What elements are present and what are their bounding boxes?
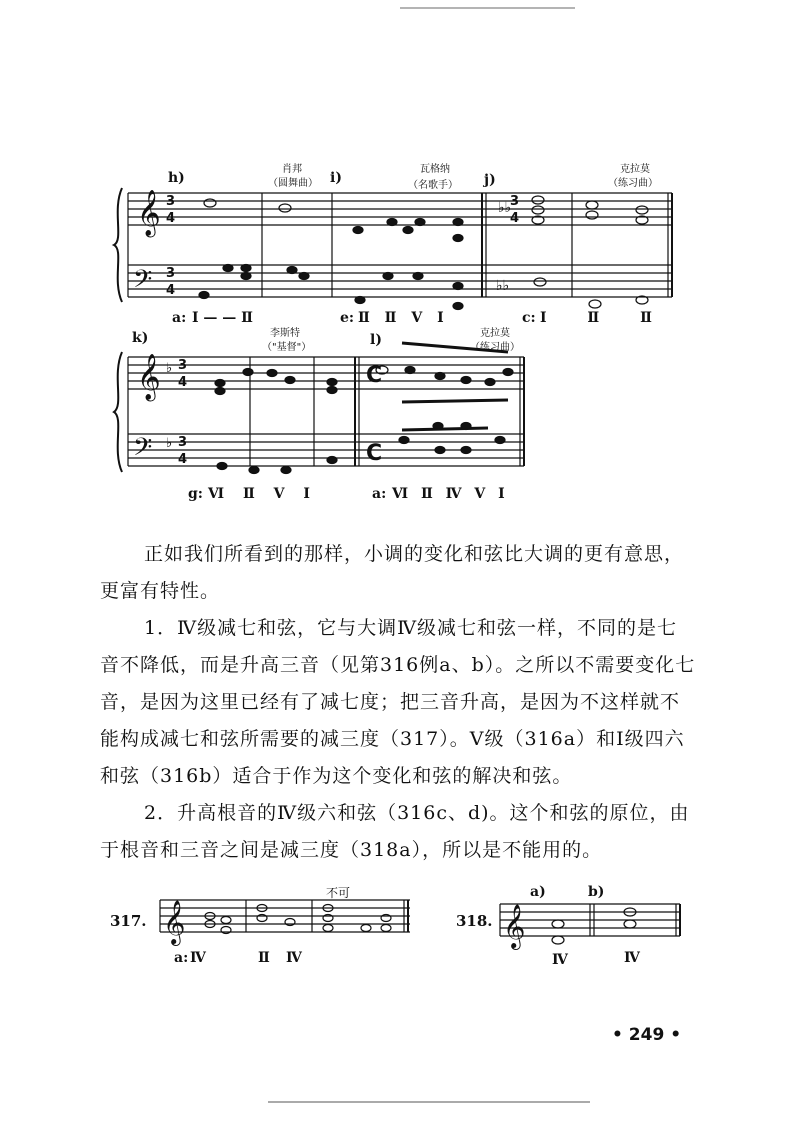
analysis-key: a: bbox=[372, 486, 387, 502]
example-mark-l: l) bbox=[370, 332, 382, 348]
analysis-key: c: bbox=[522, 310, 536, 326]
composer-name: 李斯特 bbox=[270, 328, 300, 339]
composer-work: （名歌手） bbox=[408, 180, 458, 191]
composer-name: 瓦格纳 bbox=[420, 164, 450, 175]
analysis-numerals: Ⅵ Ⅱ Ⅴ Ⅰ bbox=[208, 486, 310, 502]
analysis-numeral: Ⅳ bbox=[190, 950, 206, 966]
svg-text:𝄞: 𝄞 bbox=[163, 900, 186, 944]
svg-text:3: 3 bbox=[178, 435, 188, 450]
analysis-numerals: Ⅰ Ⅱ Ⅱ bbox=[540, 310, 652, 326]
composer-name: 克拉莫 bbox=[620, 164, 650, 175]
example-mark-b: b) bbox=[588, 884, 605, 900]
example-mark-j: j) bbox=[484, 172, 496, 188]
page-number: • 249 • bbox=[612, 1025, 682, 1045]
analysis-numerals: Ⅵ Ⅱ Ⅳ Ⅴ Ⅰ bbox=[392, 486, 505, 502]
example-mark-i: i) bbox=[330, 170, 342, 186]
analysis-numerals: Ⅰ — — Ⅱ bbox=[192, 310, 253, 326]
svg-text:♭♭: ♭♭ bbox=[496, 278, 510, 294]
ex317-staff bbox=[160, 900, 410, 932]
analysis-numerals: Ⅱ Ⅱ Ⅴ Ⅰ bbox=[358, 310, 444, 326]
example-mark-k: k) bbox=[132, 330, 149, 346]
analysis-numeral: Ⅳ bbox=[552, 952, 568, 968]
svg-text:4: 4 bbox=[178, 452, 188, 467]
composer-work: （练习曲） bbox=[608, 178, 658, 189]
analysis-key: e: bbox=[340, 310, 355, 326]
svg-text:♭: ♭ bbox=[166, 436, 173, 451]
system1-bass-staff bbox=[128, 265, 672, 297]
svg-text:𝄞: 𝄞 bbox=[137, 354, 161, 400]
svg-text:♭: ♭ bbox=[166, 361, 173, 376]
analysis-numeral: Ⅳ bbox=[286, 950, 302, 966]
svg-text:♭♭: ♭♭ bbox=[498, 200, 512, 216]
paragraph: 1．Ⅳ级减七和弦，它与大调Ⅳ级减七和弦一样，不同的是七音不降低，而是升高三音（见第316例a、b）。之所以不需要变化七音，是因为这里已经有了减七度；把三音升高，是因为不这样就不能构成减七和弦所需要的减三度（317）。Ⅴ级（316a）和Ⅰ级四六和弦（316b）适合于作为这个变化和弦的解决和弦。 bbox=[100, 617, 696, 787]
svg-text:3: 3 bbox=[166, 194, 176, 209]
analysis-key: g: bbox=[188, 486, 203, 502]
analysis-numeral: Ⅳ bbox=[624, 950, 640, 966]
analysis-key: a: bbox=[172, 310, 187, 326]
svg-text:4: 4 bbox=[510, 211, 520, 226]
svg-text:3: 3 bbox=[178, 358, 188, 373]
analysis-key: a: bbox=[174, 950, 189, 966]
example-mark-a: a) bbox=[530, 884, 546, 900]
svg-text:4: 4 bbox=[166, 211, 176, 226]
bass-clef-icon: 𝄢 bbox=[133, 265, 153, 300]
annotation-not-allowed: 不可 bbox=[326, 886, 351, 900]
paragraph: 正如我们所看到的那样，小调的变化和弦比大调的更有意思，更富有特性。 bbox=[100, 543, 685, 602]
svg-text:C: C bbox=[366, 363, 383, 388]
ex318-staff bbox=[500, 904, 680, 936]
example-number-318: 318. bbox=[456, 912, 493, 930]
svg-text:4: 4 bbox=[166, 283, 176, 298]
treble-clef-icon: 𝄞 bbox=[137, 190, 161, 236]
paragraph: 2．升高根音的Ⅳ级六和弦（316c、d)。这个和弦的原位，由于根音和三音之间是减三度（318a），所以是不能用的。 bbox=[100, 802, 690, 861]
composer-work: （"基督"） bbox=[262, 342, 312, 353]
svg-text:3: 3 bbox=[510, 194, 520, 209]
svg-text:𝄞: 𝄞 bbox=[503, 904, 526, 948]
composer-name: 克拉莫 bbox=[480, 328, 510, 339]
example-mark-h: h) bbox=[168, 170, 185, 186]
svg-text:𝄢: 𝄢 bbox=[133, 433, 153, 468]
composer-work: （练习曲） bbox=[470, 342, 520, 353]
composer-name: 肖邦 bbox=[282, 164, 302, 175]
example-number-317: 317. bbox=[110, 912, 147, 930]
analysis-numeral: Ⅱ bbox=[258, 950, 270, 966]
svg-text:C: C bbox=[366, 441, 383, 466]
system2-treble-staff bbox=[128, 357, 524, 389]
composer-work: （圆舞曲） bbox=[268, 178, 318, 189]
svg-text:3: 3 bbox=[166, 266, 176, 281]
svg-text:4: 4 bbox=[178, 375, 188, 390]
